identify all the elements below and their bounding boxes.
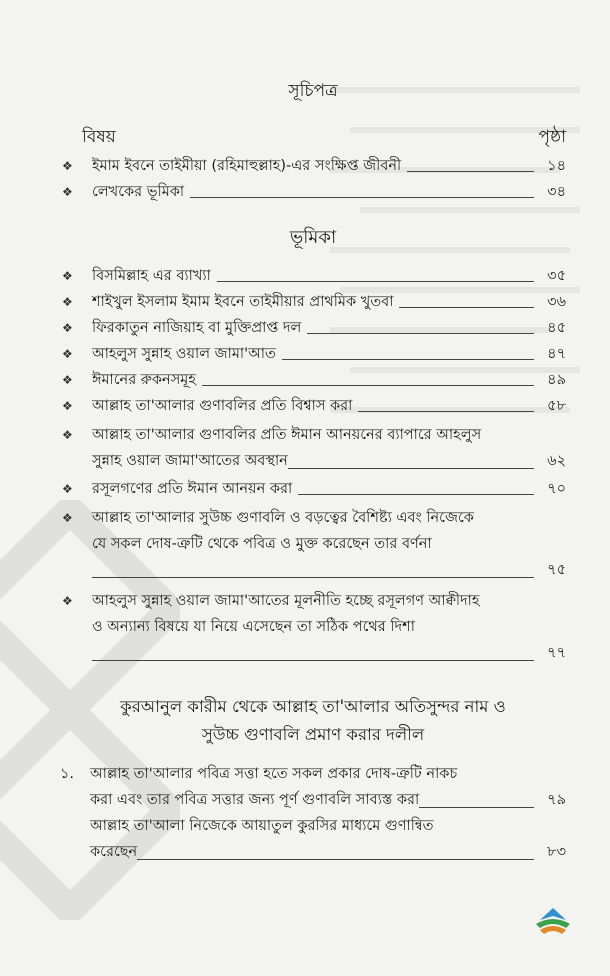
toc-entry bbox=[60, 318, 566, 339]
toc-entry bbox=[60, 156, 566, 177]
entry-line: করা এবং তার পবিত্র সত্তার জন্য পূর্ণ গুণাবলি সাব্যস্ত করা bbox=[90, 792, 420, 808]
numbered-entry bbox=[60, 761, 566, 865]
bullet-icon: ❖ bbox=[62, 185, 73, 199]
toc-entry bbox=[60, 182, 566, 203]
entry-page: ৬২ bbox=[547, 453, 566, 469]
bullet-icon: ❖ bbox=[62, 347, 73, 361]
bullet-icon: ❖ bbox=[62, 511, 73, 525]
entry-line: যে সকল দোষ-ত্রুটি থেকে পবিত্র ও মুক্ত করেছেন তার বর্ণনা bbox=[92, 536, 432, 552]
toc-entry-multiline bbox=[60, 588, 566, 666]
entry-text: লেখকের ভূমিকা bbox=[92, 184, 185, 200]
leader-line bbox=[407, 171, 534, 172]
bullet-icon: ❖ bbox=[62, 373, 73, 387]
bullet-icon: ❖ bbox=[62, 269, 73, 283]
entry-page: ৩৬ bbox=[547, 294, 566, 310]
section-title: ভূমিকা bbox=[289, 227, 337, 248]
entry-page: ৪৭ bbox=[547, 346, 566, 362]
entry-line: আল্লাহ তা'আলার পবিত্র সত্তা হতে সকল প্রকার দোষ-ত্রুটি নাকচ bbox=[90, 766, 458, 782]
toc-entry bbox=[60, 266, 566, 287]
entry-line: করেছেন bbox=[90, 844, 138, 860]
quran-section-title bbox=[60, 693, 566, 749]
entry-page: ৭০ bbox=[547, 481, 566, 497]
leader-line bbox=[307, 333, 534, 334]
entry-page: ৭৭ bbox=[547, 645, 566, 661]
leader-line bbox=[92, 660, 534, 661]
leader-line bbox=[399, 307, 534, 308]
toc-entry bbox=[60, 479, 566, 500]
entry-page: ৪৫ bbox=[547, 320, 566, 336]
header-subject: বিষয় bbox=[82, 127, 116, 147]
table-of-contents bbox=[60, 78, 566, 865]
toc-entry bbox=[60, 292, 566, 313]
entry-page: ৭৫ bbox=[547, 562, 566, 578]
entry-text: ইমাম ইবনে তাইমীয়া (রহিমাহুল্লাহ)-এর সংক্ষিপ্ত জীবনী bbox=[92, 158, 402, 174]
bullet-icon: ❖ bbox=[62, 594, 73, 608]
leader-line bbox=[282, 359, 534, 360]
entry-text: রসূলগণের প্রতি ঈমান আনয়ন করা bbox=[92, 481, 293, 497]
entry-number: ১. bbox=[60, 766, 75, 782]
toc-entry-multiline bbox=[60, 505, 566, 583]
leader-line bbox=[137, 859, 534, 860]
toc-header bbox=[60, 124, 566, 152]
leader-line bbox=[419, 807, 534, 808]
entry-text: শাইখুল ইসলাম ইমাম ইবনে তাইমীয়ার প্রাথমিক খুতবা bbox=[92, 294, 394, 310]
quran-title-line: সুউচ্চ গুণাবলি প্রমাণ করার দলীল bbox=[201, 725, 425, 744]
toc-entry bbox=[60, 370, 566, 391]
bullet-icon: ❖ bbox=[62, 295, 73, 309]
quran-title-line: কুরআনুল কারীম থেকে আল্লাহ তা'আলার অতিসুন্দর নাম ও bbox=[120, 697, 506, 716]
entry-text: ঈমানের রুকনসমূহ bbox=[92, 372, 196, 388]
entry-line: সুন্নাহ ওয়াল জামা'আতের অবস্থান bbox=[92, 453, 288, 469]
leader-line bbox=[358, 411, 534, 412]
entry-line: আল্লাহ তা'আলার গুণাবলির প্রতি ঈমান আনয়নের ব্যাপারে আহলুস bbox=[92, 427, 482, 443]
entry-line: আল্লাহ তা'আলা নিজেকে আয়াতুল কুরসির মাধ্যমে গুণান্বিত bbox=[90, 818, 434, 834]
leader-line bbox=[202, 385, 534, 386]
entry-page: ৮৩ bbox=[547, 844, 566, 860]
entry-page: ৫৮ bbox=[547, 398, 566, 414]
entry-page: ৩৫ bbox=[547, 268, 566, 284]
bullet-icon: ❖ bbox=[62, 428, 73, 442]
bullet-icon: ❖ bbox=[62, 482, 73, 496]
entry-page: ৩৪ bbox=[547, 184, 566, 200]
leader-line bbox=[190, 197, 534, 198]
bullet-icon: ❖ bbox=[62, 159, 73, 173]
entry-line: আহলুস সুন্নাহ ওয়াল জামা'আতের মূলনীতি হচ্ছে রসূলগণ আক্বীদাহ bbox=[92, 593, 480, 609]
entry-page: ১৪ bbox=[547, 158, 566, 174]
toc-entry bbox=[60, 344, 566, 365]
publisher-logo-icon bbox=[532, 906, 574, 936]
bullet-icon: ❖ bbox=[62, 399, 73, 413]
entry-page: ৭৯ bbox=[547, 792, 566, 808]
entry-page: ৪৯ bbox=[547, 372, 566, 388]
entry-text: আহলুস সুন্নাহ ওয়াল জামা'আত bbox=[92, 346, 276, 362]
leader-line bbox=[298, 494, 534, 495]
entry-text: বিসমিল্লাহ এর ব্যাখ্যা bbox=[92, 268, 211, 284]
entry-line: আল্লাহ তা'আলার সুউচ্চ গুণাবলি ও বড়ত্বের বৈশিষ্ট্য এবং নিজেকে bbox=[92, 510, 474, 526]
leader-line bbox=[92, 577, 534, 578]
entry-text: আল্লাহ তা'আলার গুণাবলির প্রতি বিশ্বাস করা bbox=[92, 398, 353, 414]
leader-line bbox=[288, 468, 534, 469]
bullet-icon: ❖ bbox=[62, 321, 73, 335]
toc-entry bbox=[60, 396, 566, 417]
page-title: সূচিপত্র bbox=[288, 81, 338, 101]
entry-text: ফিরকাতুন নাজিয়াহ বা মুক্তিপ্রাপ্ত দল bbox=[92, 320, 302, 336]
toc-entry-multiline bbox=[60, 422, 566, 474]
leader-line bbox=[217, 281, 534, 282]
entry-line: ও অন্যান্য বিষয়ে যা নিয়ে এসেছেন তা সঠিক পথের দিশা bbox=[92, 619, 415, 635]
header-page: পৃষ্ঠা bbox=[538, 127, 566, 147]
